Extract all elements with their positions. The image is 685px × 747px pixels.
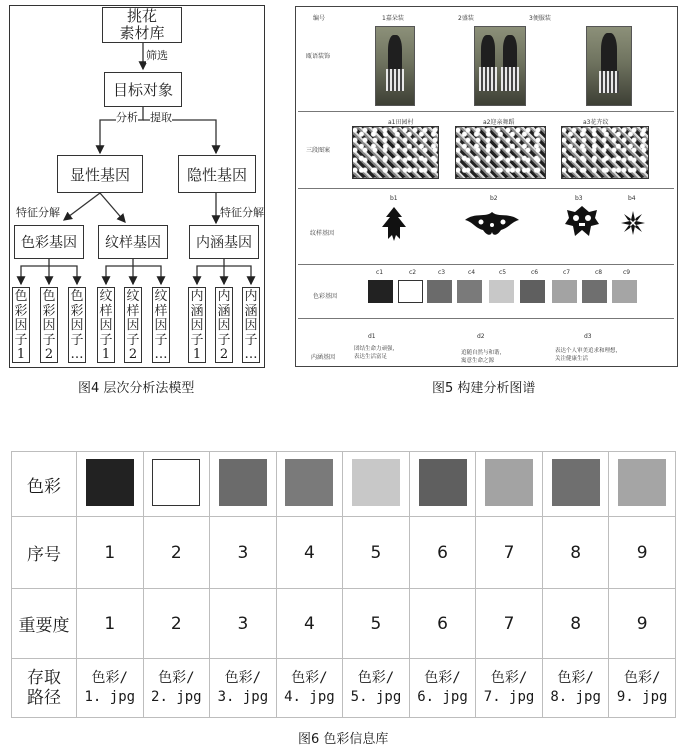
index-cell: 1 bbox=[77, 517, 144, 589]
implicit-gene-label: 隐性基因 bbox=[186, 165, 247, 184]
row-label-pattern-section: 三段图案 bbox=[306, 147, 331, 154]
textile-image-3 bbox=[561, 126, 649, 179]
row-label-motif: 纹样基因 bbox=[310, 230, 335, 237]
importance-cell: 2 bbox=[143, 589, 210, 659]
pattern-gene-label: 纹样基因 bbox=[105, 235, 161, 251]
color-gene-label: 色彩基因 bbox=[21, 235, 77, 251]
factor-meaning-more: 内 涵 因 子 … bbox=[242, 287, 260, 363]
factor-pattern-2: 纹 样 因 子 2 bbox=[124, 287, 142, 363]
importance-cell: 8 bbox=[542, 589, 609, 659]
motif-label-b1: b1 bbox=[390, 195, 398, 202]
swatch-label-c9: c9 bbox=[623, 269, 631, 276]
index-cell: 9 bbox=[609, 517, 676, 589]
fig6-caption: 图6 色彩信息库 bbox=[298, 732, 389, 747]
importance-cell: 4 bbox=[276, 589, 343, 659]
color-cell-1 bbox=[77, 452, 144, 517]
edge-extract-label: 提取 bbox=[150, 111, 172, 124]
color-gene-node bbox=[14, 225, 84, 259]
color-swatch-9 bbox=[612, 280, 637, 303]
index-cell: 2 bbox=[143, 517, 210, 589]
fig4-caption: 图4 层次分析法模型 bbox=[78, 381, 195, 396]
motif-b4-icon bbox=[620, 210, 646, 236]
costume-photo-1 bbox=[375, 26, 415, 106]
target-node bbox=[104, 72, 182, 107]
meaning-text-d2: 追随自然与和谐， 寓意生命之源 bbox=[461, 350, 506, 364]
importance-cell: 7 bbox=[476, 589, 543, 659]
swatch-label-c8: c8 bbox=[595, 269, 603, 276]
explicit-gene-label: 显性基因 bbox=[69, 165, 130, 184]
importance-cell: 3 bbox=[210, 589, 277, 659]
costume-photo-3 bbox=[586, 26, 632, 106]
edge-screen-label: 筛选 bbox=[146, 49, 168, 62]
textile-label-2: a2迎亲舞蹈 bbox=[483, 119, 515, 126]
root-node bbox=[102, 7, 182, 43]
fig5-divider-2 bbox=[298, 188, 674, 189]
color-cell-5 bbox=[343, 452, 410, 517]
fig5-divider-4 bbox=[298, 318, 674, 319]
factor-meaning-2: 内 涵 因 子 2 bbox=[215, 287, 233, 363]
path-cell: 色彩/ 6. jpg bbox=[409, 659, 476, 718]
color-cell-4 bbox=[276, 452, 343, 517]
edge-analyze-label: 分析 bbox=[116, 111, 138, 124]
row-path bbox=[12, 659, 676, 718]
fig5-divider-1 bbox=[298, 111, 674, 112]
row-label-path-cell: 存取 路径 bbox=[12, 659, 77, 718]
row-index bbox=[12, 517, 676, 589]
color-cell-6 bbox=[409, 452, 476, 517]
swatch-label-c4: c4 bbox=[468, 269, 476, 276]
path-cell: 色彩/ 8. jpg bbox=[542, 659, 609, 718]
index-cell: 4 bbox=[276, 517, 343, 589]
color-swatch-8 bbox=[582, 280, 607, 303]
index-cell: 6 bbox=[409, 517, 476, 589]
path-cell: 色彩/ 2. jpg bbox=[143, 659, 210, 718]
path-cell: 色彩/ 9. jpg bbox=[609, 659, 676, 718]
fig5-caption: 图5 构建分析图谱 bbox=[432, 381, 536, 396]
color-cell-3 bbox=[210, 452, 277, 517]
color-swatch-5 bbox=[489, 280, 514, 303]
importance-cell: 1 bbox=[77, 589, 144, 659]
row-label-costume: 瓯语装饰 bbox=[306, 53, 331, 60]
root-line2: 素材库 bbox=[119, 24, 165, 42]
edge-feature-left-label: 特征分解 bbox=[16, 206, 60, 219]
textile-label-3: a3花卉纹 bbox=[583, 119, 609, 126]
motif-label-b2: b2 bbox=[490, 195, 498, 202]
color-swatch-2 bbox=[398, 280, 423, 303]
motif-label-b3: b3 bbox=[575, 195, 583, 202]
index-cell: 5 bbox=[343, 517, 410, 589]
costume-photo-2 bbox=[474, 26, 526, 106]
textile-label-1: a1田园村 bbox=[388, 119, 414, 126]
textile-image-2 bbox=[455, 126, 546, 179]
path-cell: 色彩/ 5. jpg bbox=[343, 659, 410, 718]
pattern-gene-node bbox=[98, 225, 168, 259]
swatch-label-c6: c6 bbox=[531, 269, 539, 276]
meaning-label-d1: d1 bbox=[368, 333, 376, 340]
factor-color-2: 色 彩 因 子 2 bbox=[40, 287, 58, 363]
row-label-meaning: 内涵基因 bbox=[311, 354, 336, 361]
swatch-label-c1: c1 bbox=[376, 269, 384, 276]
row-label-color: 色彩基因 bbox=[313, 293, 338, 300]
index-cell: 3 bbox=[210, 517, 277, 589]
swatch-label-c5: c5 bbox=[499, 269, 507, 276]
color-swatch-1 bbox=[368, 280, 393, 303]
photo-label-1: 1嘉朵装 bbox=[382, 15, 404, 22]
swatch-label-c7: c7 bbox=[563, 269, 571, 276]
textile-image-1 bbox=[352, 126, 439, 179]
row-label-importance-cell: 重要度 bbox=[12, 589, 77, 659]
color-cell-7 bbox=[476, 452, 543, 517]
color-swatch-7 bbox=[552, 280, 577, 303]
root-line1: 挑花 bbox=[126, 7, 157, 25]
row-label-color-cell: 色彩 bbox=[12, 452, 77, 517]
factor-color-more: 色 彩 因 子 … bbox=[68, 287, 86, 363]
fig5-header-label: 编号 bbox=[313, 15, 326, 22]
row-label-index-cell: 序号 bbox=[12, 517, 77, 589]
photo-label-3: 3便服装 bbox=[529, 15, 551, 22]
meaning-gene-node bbox=[189, 225, 259, 259]
importance-cell: 5 bbox=[343, 589, 410, 659]
importance-cell: 6 bbox=[409, 589, 476, 659]
implicit-gene-node bbox=[178, 155, 256, 193]
factor-pattern-more: 纹 样 因 子 … bbox=[152, 287, 170, 363]
color-swatch-6 bbox=[520, 280, 545, 303]
path-cell: 色彩/ 4. jpg bbox=[276, 659, 343, 718]
color-cell-8 bbox=[542, 452, 609, 517]
index-cell: 8 bbox=[542, 517, 609, 589]
swatch-label-c3: c3 bbox=[438, 269, 446, 276]
fig5-divider-3 bbox=[298, 264, 674, 265]
path-cell: 色彩/ 7. jpg bbox=[476, 659, 543, 718]
row-color bbox=[12, 452, 676, 517]
motif-label-b4: b4 bbox=[628, 195, 636, 202]
color-cell-9 bbox=[609, 452, 676, 517]
color-swatch-4 bbox=[457, 280, 482, 303]
path-cell: 色彩/ 3. jpg bbox=[210, 659, 277, 718]
meaning-label-d3: d3 bbox=[584, 333, 592, 340]
target-label: 目标对象 bbox=[112, 81, 173, 99]
factor-meaning-1: 内 涵 因 子 1 bbox=[188, 287, 206, 363]
photo-label-2: 2盛装 bbox=[458, 15, 474, 22]
motif-b1-icon bbox=[378, 205, 410, 243]
color-info-table bbox=[11, 451, 676, 718]
path-cell: 色彩/ 1. jpg bbox=[77, 659, 144, 718]
color-cell-2 bbox=[143, 452, 210, 517]
explicit-gene-node bbox=[57, 155, 143, 193]
meaning-label-d2: d2 bbox=[477, 333, 485, 340]
index-cell: 7 bbox=[476, 517, 543, 589]
importance-cell: 9 bbox=[609, 589, 676, 659]
factor-pattern-1: 纹 样 因 子 1 bbox=[97, 287, 115, 363]
motif-b2-icon bbox=[461, 208, 523, 240]
edge-feature-right-label: 特征分解 bbox=[220, 206, 264, 219]
meaning-gene-label: 内涵基因 bbox=[196, 235, 252, 251]
color-swatch-3 bbox=[427, 280, 452, 303]
meaning-text-d3: 表达个人审美追求和理想， 关注健康生活 bbox=[555, 348, 622, 362]
meaning-text-d1: 团结生命力顽强， 表达生活富足 bbox=[354, 346, 399, 360]
motif-b3-icon bbox=[563, 204, 601, 240]
swatch-label-c2: c2 bbox=[409, 269, 417, 276]
factor-color-1: 色 彩 因 子 1 bbox=[12, 287, 30, 363]
row-importance bbox=[12, 589, 676, 659]
